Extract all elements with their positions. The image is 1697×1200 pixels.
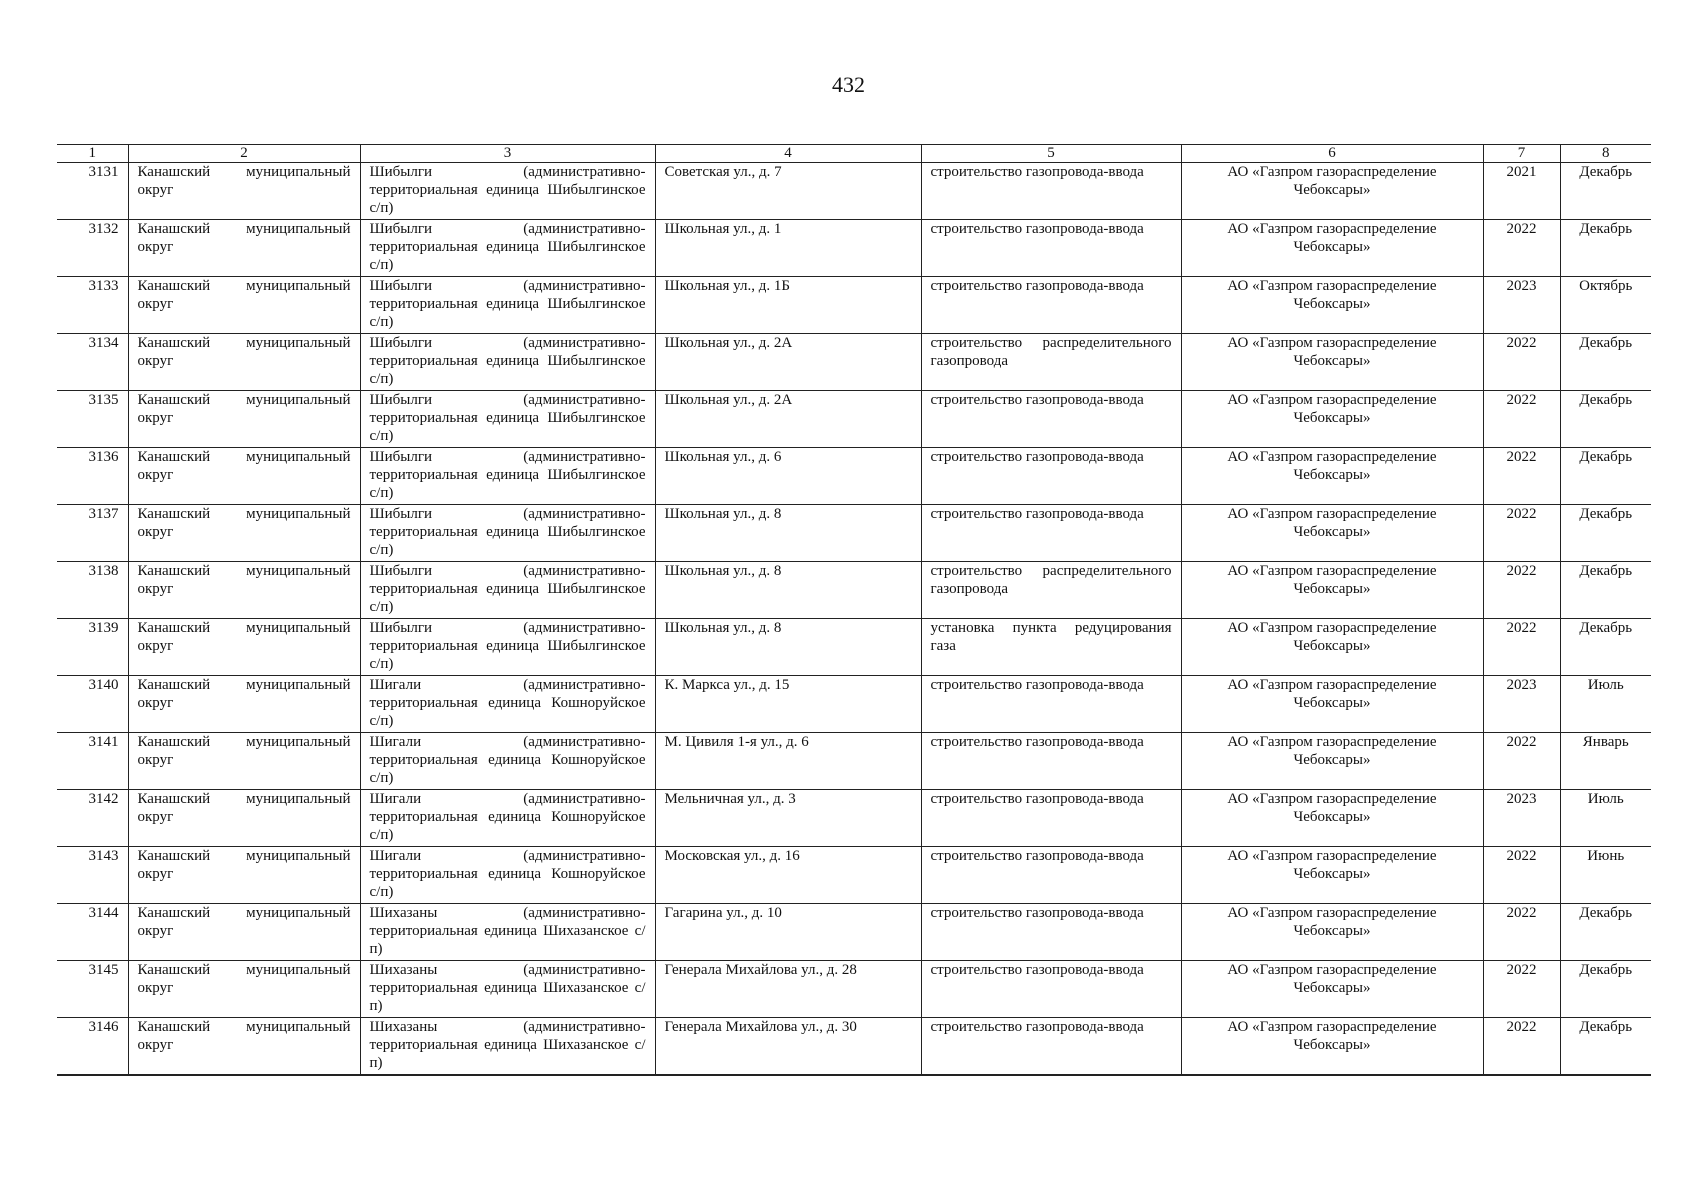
table-row [57,562,1651,619]
district-cell: Канашский муниципальный округ [128,733,360,790]
row-number-cell: 3132 [57,220,128,277]
settlement-cell: Шигали (административно-территориальная единица Кошноруйское с/п) [360,790,655,847]
organization-cell: АО «Газпром газораспределение Чебоксары» [1181,733,1483,790]
settlement-cell: Шибылги (административно-территориальная единица Шибылгинское с/п) [360,220,655,277]
district-cell: Канашский муниципальный округ [128,676,360,733]
address-cell: Школьная ул., д. 1Б [655,277,921,334]
gasification-table [57,144,1651,1076]
organization-cell: АО «Газпром газораспределение Чебоксары» [1181,448,1483,505]
address-cell: К. Маркса ул., д. 15 [655,676,921,733]
work-type-cell: строительство газопровода-ввода [921,676,1181,733]
row-number-cell: 3142 [57,790,128,847]
address-cell: Школьная ул., д. 2А [655,334,921,391]
address-cell: М. Цивиля 1-я ул., д. 6 [655,733,921,790]
month-cell: Декабрь [1560,220,1651,277]
table-row [57,676,1651,733]
settlement-cell: Шибылги (административно-территориальная единица Шибылгинское с/п) [360,334,655,391]
district-cell: Канашский муниципальный округ [128,334,360,391]
month-cell: Декабрь [1560,904,1651,961]
work-type-cell: строительство газопровода-ввода [921,220,1181,277]
district-cell: Канашский муниципальный округ [128,1018,360,1076]
month-cell: Июль [1560,790,1651,847]
address-cell: Школьная ул., д. 8 [655,505,921,562]
district-cell: Канашский муниципальный округ [128,220,360,277]
district-cell: Канашский муниципальный округ [128,619,360,676]
column-header: 2 [128,145,360,163]
district-cell: Канашский муниципальный округ [128,277,360,334]
month-cell: Декабрь [1560,619,1651,676]
address-cell: Школьная ул., д. 8 [655,619,921,676]
table-row [57,505,1651,562]
row-number-cell: 3131 [57,163,128,220]
settlement-cell: Шибылги (административно-территориальная единица Шибылгинское с/п) [360,277,655,334]
settlement-cell: Шихазаны (административно-территориальная единица Шихазанское с/п) [360,961,655,1018]
month-cell: Декабрь [1560,163,1651,220]
year-cell: 2022 [1483,1018,1560,1076]
work-type-cell: строительство газопровода-ввода [921,163,1181,220]
work-type-cell: строительство газопровода-ввода [921,790,1181,847]
address-cell: Гагарина ул., д. 10 [655,904,921,961]
year-cell: 2022 [1483,334,1560,391]
table-row [57,847,1651,904]
month-cell: Июль [1560,676,1651,733]
year-cell: 2022 [1483,562,1560,619]
year-cell: 2022 [1483,220,1560,277]
row-number-cell: 3145 [57,961,128,1018]
address-cell: Школьная ул., д. 8 [655,562,921,619]
year-cell: 2022 [1483,961,1560,1018]
settlement-cell: Шихазаны (административно-территориальная единица Шихазанское с/п) [360,904,655,961]
settlement-cell: Шигали (административно-территориальная единица Кошноруйское с/п) [360,847,655,904]
row-number-cell: 3144 [57,904,128,961]
table-row [57,790,1651,847]
column-header: 3 [360,145,655,163]
address-cell: Школьная ул., д. 1 [655,220,921,277]
month-cell: Декабрь [1560,334,1651,391]
table-row [57,904,1651,961]
column-header: 5 [921,145,1181,163]
work-type-cell: строительство распределительного газопровода [921,334,1181,391]
month-cell: Декабрь [1560,448,1651,505]
table-row [57,163,1651,220]
work-type-cell: строительство газопровода-ввода [921,277,1181,334]
settlement-cell: Шибылги (административно-территориальная единица Шибылгинское с/п) [360,562,655,619]
page-number: 432 [832,72,865,97]
settlement-cell: Шигали (административно-территориальная единица Кошноруйское с/п) [360,733,655,790]
month-cell: Октябрь [1560,277,1651,334]
row-number-cell: 3135 [57,391,128,448]
settlement-cell: Шибылги (административно-территориальная единица Шибылгинское с/п) [360,505,655,562]
row-number-cell: 3137 [57,505,128,562]
column-header: 1 [57,145,128,163]
address-cell: Генерала Михайлова ул., д. 28 [655,961,921,1018]
table-row [57,733,1651,790]
header-row [57,145,1651,163]
organization-cell: АО «Газпром газораспределение Чебоксары» [1181,961,1483,1018]
year-cell: 2022 [1483,505,1560,562]
work-type-cell: строительство газопровода-ввода [921,847,1181,904]
address-cell: Мельничная ул., д. 3 [655,790,921,847]
row-number-cell: 3141 [57,733,128,790]
work-type-cell: строительство газопровода-ввода [921,391,1181,448]
year-cell: 2023 [1483,277,1560,334]
year-cell: 2022 [1483,904,1560,961]
district-cell: Канашский муниципальный округ [128,505,360,562]
address-cell: Генерала Михайлова ул., д. 30 [655,1018,921,1076]
organization-cell: АО «Газпром газораспределение Чебоксары» [1181,391,1483,448]
table-row [57,391,1651,448]
district-cell: Канашский муниципальный округ [128,163,360,220]
settlement-cell: Шибылги (административно-территориальная единица Шибылгинское с/п) [360,391,655,448]
month-cell: Декабрь [1560,505,1651,562]
month-cell: Январь [1560,733,1651,790]
settlement-cell: Шигали (административно-территориальная единица Кошноруйское с/п) [360,676,655,733]
row-number-cell: 3143 [57,847,128,904]
district-cell: Канашский муниципальный округ [128,562,360,619]
table-row [57,1018,1651,1076]
address-cell: Школьная ул., д. 6 [655,448,921,505]
address-cell: Школьная ул., д. 2А [655,391,921,448]
work-type-cell: строительство газопровода-ввода [921,961,1181,1018]
year-cell: 2021 [1483,163,1560,220]
row-number-cell: 3139 [57,619,128,676]
work-type-cell: строительство газопровода-ввода [921,505,1181,562]
table-row [57,220,1651,277]
district-cell: Канашский муниципальный округ [128,904,360,961]
year-cell: 2022 [1483,448,1560,505]
organization-cell: АО «Газпром газораспределение Чебоксары» [1181,847,1483,904]
year-cell: 2023 [1483,676,1560,733]
column-header: 4 [655,145,921,163]
district-cell: Канашский муниципальный округ [128,391,360,448]
table-row [57,448,1651,505]
year-cell: 2022 [1483,733,1560,790]
organization-cell: АО «Газпром газораспределение Чебоксары» [1181,163,1483,220]
district-cell: Канашский муниципальный округ [128,847,360,904]
work-type-cell: строительство распределительного газопровода [921,562,1181,619]
table-body [57,163,1651,1076]
year-cell: 2022 [1483,391,1560,448]
row-number-cell: 3136 [57,448,128,505]
settlement-cell: Шибылги (административно-территориальная единица Шибылгинское с/п) [360,619,655,676]
organization-cell: АО «Газпром газораспределение Чебоксары» [1181,277,1483,334]
settlement-cell: Шибылги (административно-территориальная единица Шибылгинское с/п) [360,163,655,220]
year-cell: 2023 [1483,790,1560,847]
year-cell: 2022 [1483,847,1560,904]
row-number-cell: 3138 [57,562,128,619]
work-type-cell: строительство газопровода-ввода [921,904,1181,961]
organization-cell: АО «Газпром газораспределение Чебоксары» [1181,904,1483,961]
column-header: 7 [1483,145,1560,163]
table-row [57,619,1651,676]
table-row [57,961,1651,1018]
district-cell: Канашский муниципальный округ [128,961,360,1018]
table-row [57,277,1651,334]
organization-cell: АО «Газпром газораспределение Чебоксары» [1181,220,1483,277]
organization-cell: АО «Газпром газораспределение Чебоксары» [1181,334,1483,391]
month-cell: Декабрь [1560,391,1651,448]
table-row [57,334,1651,391]
month-cell: Декабрь [1560,562,1651,619]
settlement-cell: Шихазаны (административно-территориальная единица Шихазанское с/п) [360,1018,655,1076]
settlement-cell: Шибылги (административно-территориальная единица Шибылгинское с/п) [360,448,655,505]
organization-cell: АО «Газпром газораспределение Чебоксары» [1181,790,1483,847]
organization-cell: АО «Газпром газораспределение Чебоксары» [1181,562,1483,619]
work-type-cell: установка пункта редуцирования газа [921,619,1181,676]
work-type-cell: строительство газопровода-ввода [921,1018,1181,1076]
row-number-cell: 3140 [57,676,128,733]
work-type-cell: строительство газопровода-ввода [921,448,1181,505]
organization-cell: АО «Газпром газораспределение Чебоксары» [1181,1018,1483,1076]
address-cell: Московская ул., д. 16 [655,847,921,904]
column-header: 8 [1560,145,1651,163]
district-cell: Канашский муниципальный округ [128,448,360,505]
organization-cell: АО «Газпром газораспределение Чебоксары» [1181,619,1483,676]
organization-cell: АО «Газпром газораспределение Чебоксары» [1181,676,1483,733]
column-header: 6 [1181,145,1483,163]
month-cell: Июнь [1560,847,1651,904]
row-number-cell: 3134 [57,334,128,391]
month-cell: Декабрь [1560,1018,1651,1076]
month-cell: Декабрь [1560,961,1651,1018]
address-cell: Советская ул., д. 7 [655,163,921,220]
work-type-cell: строительство газопровода-ввода [921,733,1181,790]
organization-cell: АО «Газпром газораспределение Чебоксары» [1181,505,1483,562]
district-cell: Канашский муниципальный округ [128,790,360,847]
year-cell: 2022 [1483,619,1560,676]
row-number-cell: 3133 [57,277,128,334]
row-number-cell: 3146 [57,1018,128,1076]
